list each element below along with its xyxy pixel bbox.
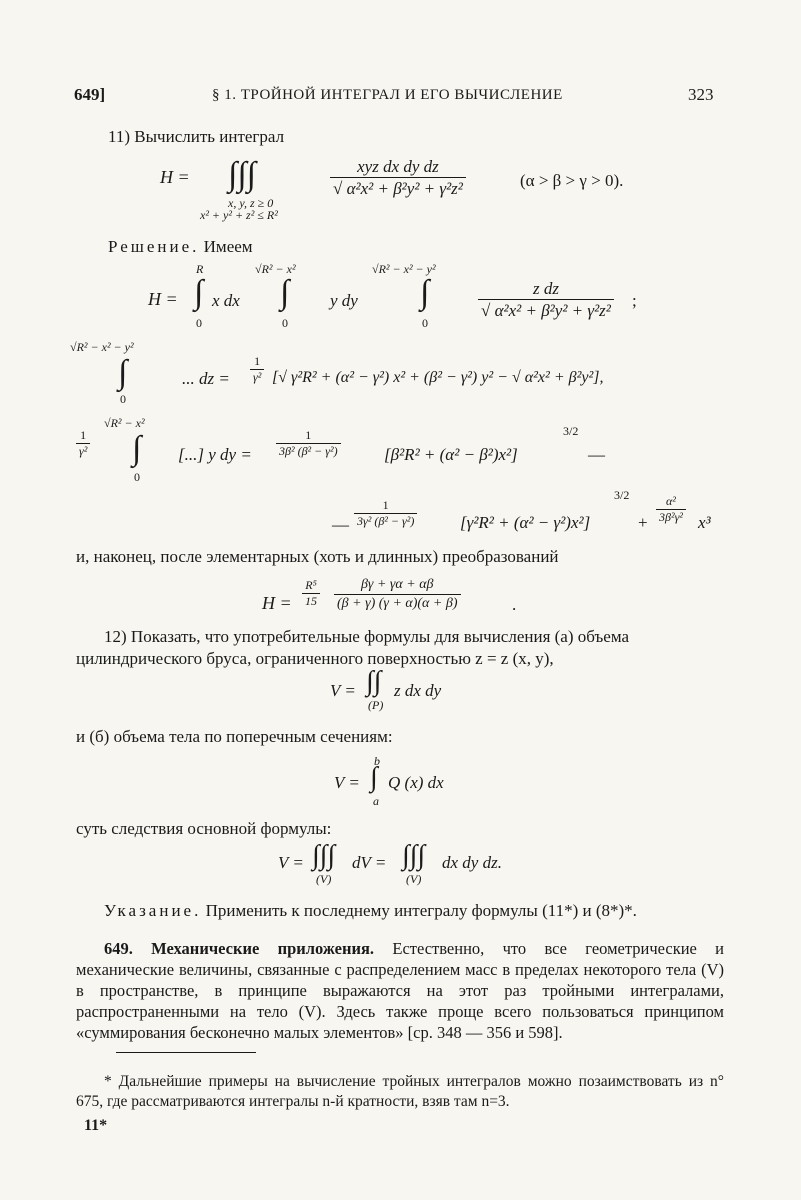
ex11-cond1: x, y, z ≥ 0 xyxy=(228,196,274,210)
ex11-H-eq: H = xyxy=(160,167,190,187)
section-649-text: Естественно, что все геометрические и механические величины, связанные с распределением масс в пределах некоторого тела (V) в пространстве, в принципе выражаются на этот раз тройными интегралами, распространенными на тело (V). Здесь также проще всего пользоваться принципом «суммирования бесконечно малых элементов» [ср. 348 — 356 и 598]. xyxy=(76,939,725,1042)
eqC-sub1: (V) xyxy=(316,872,332,886)
ex11-numerator: xyz dx dy dz xyxy=(330,156,466,178)
eq1-int2-bottom: 0 xyxy=(282,316,288,330)
eqA-sub: (P) xyxy=(368,698,384,712)
footnote-rule xyxy=(116,1052,256,1053)
eq4-frac xyxy=(354,498,417,529)
page-number: 323 xyxy=(688,85,714,104)
ex12-line3: и (б) объема тела по поперечным сечениям: xyxy=(76,727,393,746)
eq3-frac1 xyxy=(276,428,341,459)
eqC-sub2: (V) xyxy=(406,872,422,886)
ex11-cond2: x² + y² + z² ≤ R² xyxy=(200,208,278,222)
eq4-tail: x³ xyxy=(698,513,711,532)
eq4-f2-den: 3β²γ² xyxy=(659,510,683,524)
eqB-bottom: a xyxy=(373,794,379,808)
eq4-minus: — xyxy=(332,515,349,534)
section-649-title: 649. Механические приложения. xyxy=(104,939,375,958)
eq2-int-top: √R² − x² − y² xyxy=(70,340,134,354)
signature-mark: 11* xyxy=(84,1117,108,1134)
hint-line xyxy=(104,900,637,921)
eq5-frac1 xyxy=(302,578,320,609)
eq1-int3-bottom: 0 xyxy=(422,316,428,330)
ex12-line4: суть следствия основной формулы: xyxy=(76,819,332,838)
hint-text: Применить к последнему интегралу формулы (11*) и (8*)*. xyxy=(205,901,637,920)
eqC-lhs: V = xyxy=(278,853,304,872)
eq4-f-den: 3γ² (β² − γ²) xyxy=(357,514,415,528)
eq3-body: [...] y dy = xyxy=(178,445,252,464)
eq3-coef-den: γ² xyxy=(79,444,88,458)
eq5-frac2 xyxy=(334,576,461,612)
eqC-int1: ∫∫∫ xyxy=(312,840,336,871)
eq2-rhs: [√ γ²R² + (α² − γ²) x² + (β² − γ²) y² − √ α²x² + β²y²], xyxy=(272,369,604,386)
eqA-int: ∫∫ xyxy=(366,666,382,697)
eq5-f2-num: βγ + γα + αβ xyxy=(334,576,461,595)
eq4-frac2 xyxy=(656,494,686,525)
eq3-int-top: √R² − x² xyxy=(104,416,145,430)
eqB-top: b xyxy=(374,754,380,768)
footnote: * Дальнейшие примеры на вычисление тройных интегралов можно позаимствовать из n° 675, где рассматриваются интегралы n-й кратности, взяв там n=3. xyxy=(76,1073,724,1110)
eq3-dash: — xyxy=(588,445,605,464)
eq1-int1: ∫ xyxy=(194,274,204,311)
eq2-int: ∫ xyxy=(118,354,128,391)
eq1-num: z dz xyxy=(478,278,614,300)
eq3-exponent: 3/2 xyxy=(563,424,579,438)
eq1-int1-top: R xyxy=(196,262,204,276)
eq5-f1-num: R⁵ xyxy=(302,578,320,594)
eq2-body: ... dz = xyxy=(182,369,230,388)
eqB-int: ∫ xyxy=(370,762,378,793)
eq1-int3: ∫ xyxy=(420,274,430,311)
ex12-line2: цилиндрического бруса, ограниченного поверхностью z = z (x, y), xyxy=(76,649,554,668)
eq4-f2-num: α² xyxy=(656,494,686,510)
solution-text: Имеем xyxy=(203,237,253,256)
eq1-fraction xyxy=(478,278,614,322)
eq2-coef xyxy=(250,354,264,385)
ex11-condition: (α > β > γ > 0). xyxy=(520,171,624,190)
ex11-label: 11) Вычислить интеграл xyxy=(108,127,285,146)
eq2-int-bottom: 0 xyxy=(120,392,126,406)
eq1-end: ; xyxy=(632,291,637,310)
hint-label: Указание. xyxy=(104,901,202,920)
eqB-body: Q (x) dx xyxy=(388,773,444,792)
ex11-fraction xyxy=(330,156,466,200)
ex12-line1: 12) Показать, что употребительные формулы для вычисления (а) объема xyxy=(104,627,629,646)
eq1-int2: ∫ xyxy=(280,274,290,311)
section-649 xyxy=(76,938,724,1043)
eq3-f1-den: 3β² (β² − γ²) xyxy=(279,444,338,458)
eqC-int2: ∫∫∫ xyxy=(402,840,426,871)
eq4-bracket: [γ²R² + (α² − γ²)x²] xyxy=(460,513,591,532)
eq5-f1-den: 15 xyxy=(305,594,317,608)
eq2-coef-num: 1 xyxy=(250,354,264,370)
eq3-coef xyxy=(76,428,90,459)
eq4-exponent: 3/2 xyxy=(614,488,630,502)
eqC-body2: dx dy dz. xyxy=(442,853,502,872)
eq1-int1-bottom: 0 xyxy=(196,316,202,330)
ex11-denominator: √ α²x² + β²y² + γ²z² xyxy=(333,179,463,199)
eq1-int2-top: √R² − x² xyxy=(255,262,296,276)
eq5-end: . xyxy=(512,595,517,614)
eqA-body: z dx dy xyxy=(394,681,442,700)
solution-label: Решение. xyxy=(108,237,200,256)
eq3-int-bottom: 0 xyxy=(134,470,140,484)
eq5-f2-den: (β + γ) (γ + α)(α + β) xyxy=(337,595,458,611)
eq3-coef-num: 1 xyxy=(76,428,90,444)
eq1-den: √ α²x² + β²y² + γ²z² xyxy=(481,301,611,321)
eq4-f-num: 1 xyxy=(354,498,417,514)
eq4-plus: + xyxy=(638,513,648,532)
eqB-lhs: V = xyxy=(334,773,360,792)
finally-text: и, наконец, после элементарных (хоть и длинных) преобразований xyxy=(76,547,559,566)
eq3-f1-num: 1 xyxy=(276,428,341,444)
eq2-coef-den: γ² xyxy=(253,370,262,384)
eq1-lhs: H = xyxy=(148,289,178,309)
solution-line xyxy=(108,236,253,257)
header-section-ref: 649] xyxy=(74,85,106,104)
ex11-triple-integral: ∫∫∫ xyxy=(228,156,256,193)
eq3-bracket: [β²R² + (α² − β²)x²] xyxy=(384,445,518,464)
eqC-body1: dV = xyxy=(352,853,387,872)
eq1-body1: x dx xyxy=(212,291,240,310)
eq1-int3-top: √R² − x² − y² xyxy=(372,262,436,276)
eq5-lhs: H = xyxy=(262,593,292,613)
eq1-body2: y dy xyxy=(330,291,358,310)
eq3-int: ∫ xyxy=(132,430,142,467)
header-title: § 1. ТРОЙНОЙ ИНТЕГРАЛ И ЕГО ВЫЧИСЛЕНИЕ xyxy=(212,87,563,103)
eqA-lhs: V = xyxy=(330,681,356,700)
